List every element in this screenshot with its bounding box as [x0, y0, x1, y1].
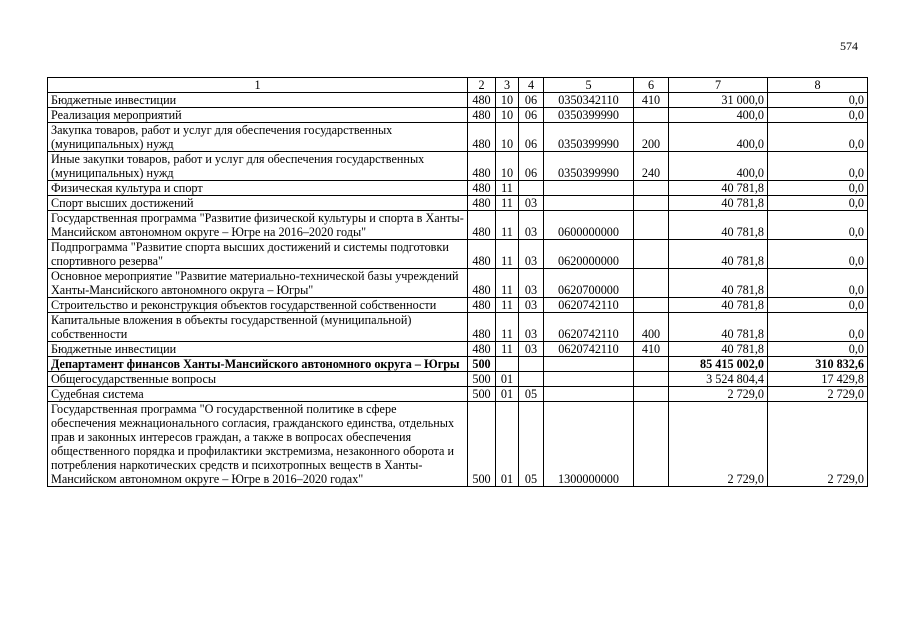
row-expense-type-cell: [634, 211, 669, 240]
row-name-cell: Департамент финансов Ханты-Мансийского автономного округа – Югры: [48, 357, 468, 372]
row-target-article-cell: 0620000000: [544, 240, 634, 269]
row-name-cell: Общегосударственные вопросы: [48, 372, 468, 387]
table-body: [48, 93, 868, 487]
column-header: 5: [544, 78, 634, 93]
row-amount-cell: 2 729,0: [669, 387, 768, 402]
row-code-cell: 500: [468, 372, 496, 387]
row-amount2-cell: 0,0: [768, 313, 868, 342]
row-name-cell: Бюджетные инвестиции: [48, 342, 468, 357]
header-row: [48, 78, 868, 93]
row-expense-type-cell: [634, 240, 669, 269]
row-name-cell: Подпрограмма "Развитие спорта высших достижений и системы подготовки спортивного резерва": [48, 240, 468, 269]
table-row: [48, 342, 868, 357]
row-target-article-cell: 0350399990: [544, 108, 634, 123]
row-code-cell: 500: [468, 357, 496, 372]
table-row: [48, 402, 868, 487]
column-header: 3: [496, 78, 519, 93]
row-subsection-cell: 03: [519, 269, 544, 298]
row-section-cell: 11: [496, 240, 519, 269]
row-subsection-cell: [519, 357, 544, 372]
row-name-cell: Капитальные вложения в объекты государственной (муниципальной) собственности: [48, 313, 468, 342]
row-amount2-cell: 0,0: [768, 211, 868, 240]
row-subsection-cell: 06: [519, 152, 544, 181]
table-row: [48, 313, 868, 342]
row-code-cell: 480: [468, 108, 496, 123]
row-code-cell: 480: [468, 93, 496, 108]
row-expense-type-cell: 240: [634, 152, 669, 181]
row-subsection-cell: [519, 372, 544, 387]
row-code-cell: 480: [468, 269, 496, 298]
table-row: [48, 181, 868, 196]
row-target-article-cell: 0600000000: [544, 211, 634, 240]
row-section-cell: 11: [496, 196, 519, 211]
row-section-cell: 10: [496, 108, 519, 123]
row-amount-cell: 85 415 002,0: [669, 357, 768, 372]
row-section-cell: 11: [496, 342, 519, 357]
row-target-article-cell: [544, 181, 634, 196]
table-row: [48, 387, 868, 402]
row-amount-cell: 31 000,0: [669, 93, 768, 108]
row-amount-cell: 400,0: [669, 123, 768, 152]
row-name-cell: Государственная программа "Развитие физической культуры и спорта в Ханты-Мансийском автономном округе – Югре на 2016–2020 годы": [48, 211, 468, 240]
row-amount2-cell: 0,0: [768, 181, 868, 196]
row-amount2-cell: 0,0: [768, 298, 868, 313]
row-section-cell: 11: [496, 211, 519, 240]
budget-table: [47, 77, 868, 487]
row-amount2-cell: 0,0: [768, 152, 868, 181]
row-amount-cell: 3 524 804,4: [669, 372, 768, 387]
row-name-cell: Иные закупки товаров, работ и услуг для обеспечения государственных (муниципальных) нужд: [48, 152, 468, 181]
row-subsection-cell: 03: [519, 298, 544, 313]
row-expense-type-cell: [634, 108, 669, 123]
row-name-cell: Основное мероприятие "Развитие материально-технической базы учреждений Ханты-Мансийского автономного округа – Югры": [48, 269, 468, 298]
row-amount-cell: 400,0: [669, 152, 768, 181]
row-target-article-cell: 0350399990: [544, 152, 634, 181]
row-code-cell: 480: [468, 211, 496, 240]
row-subsection-cell: 06: [519, 108, 544, 123]
row-expense-type-cell: 410: [634, 342, 669, 357]
row-subsection-cell: 05: [519, 387, 544, 402]
row-subsection-cell: 03: [519, 342, 544, 357]
row-expense-type-cell: 200: [634, 123, 669, 152]
row-name-cell: Реализация мероприятий: [48, 108, 468, 123]
row-amount-cell: 40 781,8: [669, 196, 768, 211]
row-amount2-cell: 0,0: [768, 196, 868, 211]
row-amount2-cell: 0,0: [768, 93, 868, 108]
row-name-cell: Государственная программа "О государственной политике в сфере обеспечения межнационального согласия, гражданского единства, отдельных прав и законных интересов граждан, а также в вопросах обеспечения общественного порядка и профилактики экстремизма, незаконного оборота и потребления наркотических средств и психотропных веществ в Ханты-Мансийском автономном округе – Югре в 2016–2020 годах": [48, 402, 468, 487]
row-amount-cell: 40 781,8: [669, 269, 768, 298]
table-row: [48, 298, 868, 313]
row-subsection-cell: [519, 181, 544, 196]
row-code-cell: 480: [468, 123, 496, 152]
column-header: 7: [669, 78, 768, 93]
row-amount-cell: 40 781,8: [669, 240, 768, 269]
row-expense-type-cell: [634, 357, 669, 372]
table-row: [48, 93, 868, 108]
row-expense-type-cell: 400: [634, 313, 669, 342]
table-row: [48, 211, 868, 240]
row-amount2-cell: 0,0: [768, 108, 868, 123]
row-section-cell: 10: [496, 123, 519, 152]
row-code-cell: 480: [468, 313, 496, 342]
row-code-cell: 480: [468, 298, 496, 313]
row-amount2-cell: 0,0: [768, 342, 868, 357]
row-target-article-cell: 0620742110: [544, 342, 634, 357]
row-expense-type-cell: [634, 387, 669, 402]
row-subsection-cell: 03: [519, 211, 544, 240]
row-code-cell: 480: [468, 181, 496, 196]
row-section-cell: [496, 357, 519, 372]
row-amount2-cell: 310 832,6: [768, 357, 868, 372]
table-row: [48, 240, 868, 269]
row-code-cell: 500: [468, 387, 496, 402]
column-header: 4: [519, 78, 544, 93]
table-row: [48, 123, 868, 152]
row-name-cell: Строительство и реконструкция объектов государственной собственности: [48, 298, 468, 313]
row-target-article-cell: [544, 196, 634, 211]
row-code-cell: 500: [468, 402, 496, 487]
row-amount-cell: 40 781,8: [669, 313, 768, 342]
table-row: [48, 357, 868, 372]
row-amount2-cell: 17 429,8: [768, 372, 868, 387]
row-subsection-cell: 03: [519, 240, 544, 269]
table-row: [48, 152, 868, 181]
row-section-cell: 10: [496, 93, 519, 108]
row-amount2-cell: 0,0: [768, 123, 868, 152]
row-amount-cell: 40 781,8: [669, 298, 768, 313]
row-name-cell: Физическая культура и спорт: [48, 181, 468, 196]
row-name-cell: Судебная система: [48, 387, 468, 402]
row-amount-cell: 40 781,8: [669, 181, 768, 196]
row-subsection-cell: 05: [519, 402, 544, 487]
column-header: 8: [768, 78, 868, 93]
row-target-article-cell: 1300000000: [544, 402, 634, 487]
row-section-cell: 01: [496, 387, 519, 402]
row-name-cell: Спорт высших достижений: [48, 196, 468, 211]
row-subsection-cell: 06: [519, 93, 544, 108]
row-amount-cell: 400,0: [669, 108, 768, 123]
row-section-cell: 11: [496, 298, 519, 313]
row-section-cell: 11: [496, 313, 519, 342]
row-target-article-cell: [544, 372, 634, 387]
row-expense-type-cell: [634, 196, 669, 211]
row-code-cell: 480: [468, 342, 496, 357]
row-amount2-cell: 0,0: [768, 269, 868, 298]
row-amount-cell: 2 729,0: [669, 402, 768, 487]
row-expense-type-cell: [634, 402, 669, 487]
row-name-cell: Закупка товаров, работ и услуг для обеспечения государственных (муниципальных) нужд: [48, 123, 468, 152]
row-section-cell: 01: [496, 372, 519, 387]
column-header: 2: [468, 78, 496, 93]
row-amount2-cell: 2 729,0: [768, 387, 868, 402]
row-code-cell: 480: [468, 152, 496, 181]
table-row: [48, 108, 868, 123]
row-subsection-cell: 06: [519, 123, 544, 152]
row-expense-type-cell: 410: [634, 93, 669, 108]
table-row: [48, 269, 868, 298]
row-code-cell: 480: [468, 240, 496, 269]
row-amount2-cell: 0,0: [768, 240, 868, 269]
row-expense-type-cell: [634, 372, 669, 387]
table-row: [48, 372, 868, 387]
row-section-cell: 11: [496, 181, 519, 196]
row-amount2-cell: 2 729,0: [768, 402, 868, 487]
column-header: 1: [48, 78, 468, 93]
table-row: [48, 196, 868, 211]
row-section-cell: 01: [496, 402, 519, 487]
row-expense-type-cell: [634, 298, 669, 313]
row-amount-cell: 40 781,8: [669, 342, 768, 357]
row-target-article-cell: 0350342110: [544, 93, 634, 108]
row-section-cell: 11: [496, 269, 519, 298]
row-target-article-cell: [544, 357, 634, 372]
column-header: 6: [634, 78, 669, 93]
row-code-cell: 480: [468, 196, 496, 211]
page-number: 574: [840, 39, 858, 53]
row-amount-cell: 40 781,8: [669, 211, 768, 240]
row-target-article-cell: 0620700000: [544, 269, 634, 298]
row-section-cell: 10: [496, 152, 519, 181]
row-target-article-cell: 0620742110: [544, 313, 634, 342]
row-name-cell: Бюджетные инвестиции: [48, 93, 468, 108]
row-target-article-cell: 0350399990: [544, 123, 634, 152]
row-target-article-cell: [544, 387, 634, 402]
row-target-article-cell: 0620742110: [544, 298, 634, 313]
row-subsection-cell: 03: [519, 313, 544, 342]
row-expense-type-cell: [634, 269, 669, 298]
row-expense-type-cell: [634, 181, 669, 196]
row-subsection-cell: 03: [519, 196, 544, 211]
